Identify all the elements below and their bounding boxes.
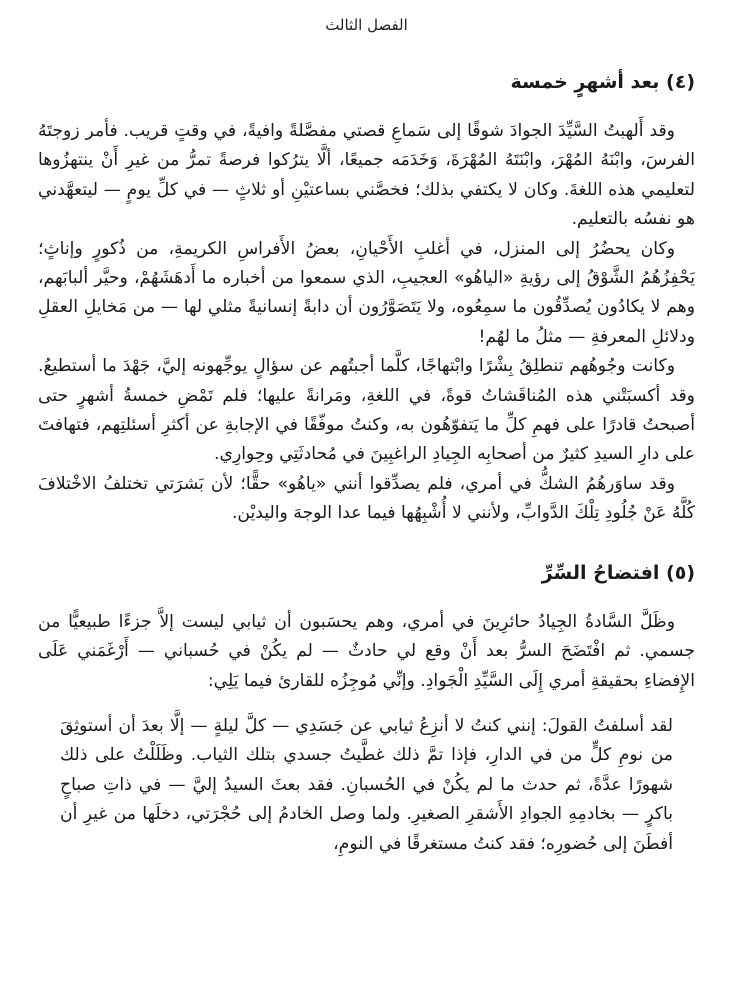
paragraph: وقد ساوَرهُمُ الشكُّ في أمري، فلم يصدِّقوا أنني «ياهُو» حقًّا؛ لأن بَشرَتي تختلفُ الاخْتلافَ كُلَّهُ عَنْ جُلُودِ تِلْكَ الدَّوابِّ، ولأنني لا أُشْبِهُها فيما عدا الوجهَ واليديْن. bbox=[38, 473, 695, 524]
paragraph: وكان يحضُرُ إلى المنزل، في أغلبِ الأَحْيانِ، بعضُ الأَفراسِ الكريمةِ، من ذُكورٍ وإناثٍ؛ يَحْفِزُهُمُ الشَّوْقُ إلى رؤيةِ «الياهُو» العجيبِ، الذي سمعوا من أخباره ما أَدهَشَهُمْ، وحيَّر ألبابَهم، وهم لا يكادُون يُصدِّقُون ما سمِعُوه، ولا يَتَصَوَّرُون أن دابةً إنسانيةً مثلي لها — من مَخايلِ العقلِ ودلائلِ المعرفةِ — مثلُ ما لهُم! bbox=[38, 238, 695, 347]
section-title-secret-revealed: (٥) افتضاحُ السِّرِّ bbox=[541, 561, 695, 584]
block-quote: لقد أسلفتُ القولَ: إنني كنتُ لا أنزِعُ ثيابي عن جَسَدِي — كلَّ ليلةٍ — إلَّا بعدَ أن أستوثِقَ من نومِ كلٍّ من في الدارِ، فإذا تمَّ ذلك غطَّيتُ جسدي بتلك الثياب. وظَلَلْتُ على ذلك شهورًا عدَّةً، ثم حدث ما لم يكُنْ في الحُسبانِ. فقد بعثَ السيدُ إليَّ — في ذاتِ صباحٍ باكرٍ — بخادمِهِ الجوادِ الأَشقرِ الصغيرِ. ولما وصل الخادمُ إلى حُجْرَتي، دخلَها من غيرِ أن أفطَنَ إلى حُضورِه؛ فقد كنتُ مستغرقًا في النومِ، bbox=[60, 715, 673, 854]
chapter-running-header: الفصل الثالث bbox=[325, 16, 408, 34]
paragraph: وكانت وجُوهُهم تنطلِقُ بِشْرًا وابْتهاجًا، كلَّما أجبتُهم عن سؤالٍ يوجِّهونه إليَّ، جَهْدَ ما أستطيعُ. وقد أكسبَتْني هذه المُناقَشاتُ قوةً، في اللغةِ، ومَرانةً عليها؛ فلم تَمْضِ خمسةُ أشهرٍ حتى أصبحتُ قادرًا على فهمِ كلِّ ما يَتفوّهُون به، وكنتُ موفّقًا في الإجابةِ عن أكثرِ أسئلتِهم، فتهافتَ على دارِ السيدِ كثيرٌ من أصحابِه الجِيادِ الراغبِينَ في مُحادثَتِي وحِوارِي. bbox=[38, 356, 695, 465]
section-title-after-five-months: (٤) بعد أشهرٍ خمسة bbox=[510, 71, 695, 93]
paragraph: وظَلَّ السَّادةُ الجِيادُ حائرِينَ في أمري، وهم يحسَبون أن ثيابي ليست إلاَّ جزءًا طبيعيًّا من جسمي. ثم افْتَضَحَ السرُّ بعد أَنْ وقع لي حادثٌ — لم يكُنْ في حُسباني — أَرْغَمَني عَلَى الإِفضاءِ بحقيقةِ أمري إِلَى السَّيِّدِ الْجَوادِ. وإنِّي مُوجِزُه للقارئ فيما يَلِي: bbox=[38, 611, 695, 691]
paragraph: وقد أَلهبتُ السَّيِّدَ الجوادَ شوقًا إلى سَماعِ قصتي مفصَّلةً وافيةً، في وقتٍ قريب. فأمر زوجتَهُ الفرسَ، وابْنَهُ المُهْرَ، وابْنَتَهُ المُهْرَةَ، وَخَدَمَه جميعًا، ألَّا يترُكوا فرصةً تمرُّ من غيرِ أَنْ ينتهزُوها لتعليمي هذه اللغةَ. وكان لا يكتفي بذلك؛ فخصَّني بساعتيْنِ أو ثلاثٍ — في كلِّ يومٍ — ليتعهَّدني هو نفسُه بالتعليم. bbox=[38, 121, 695, 230]
